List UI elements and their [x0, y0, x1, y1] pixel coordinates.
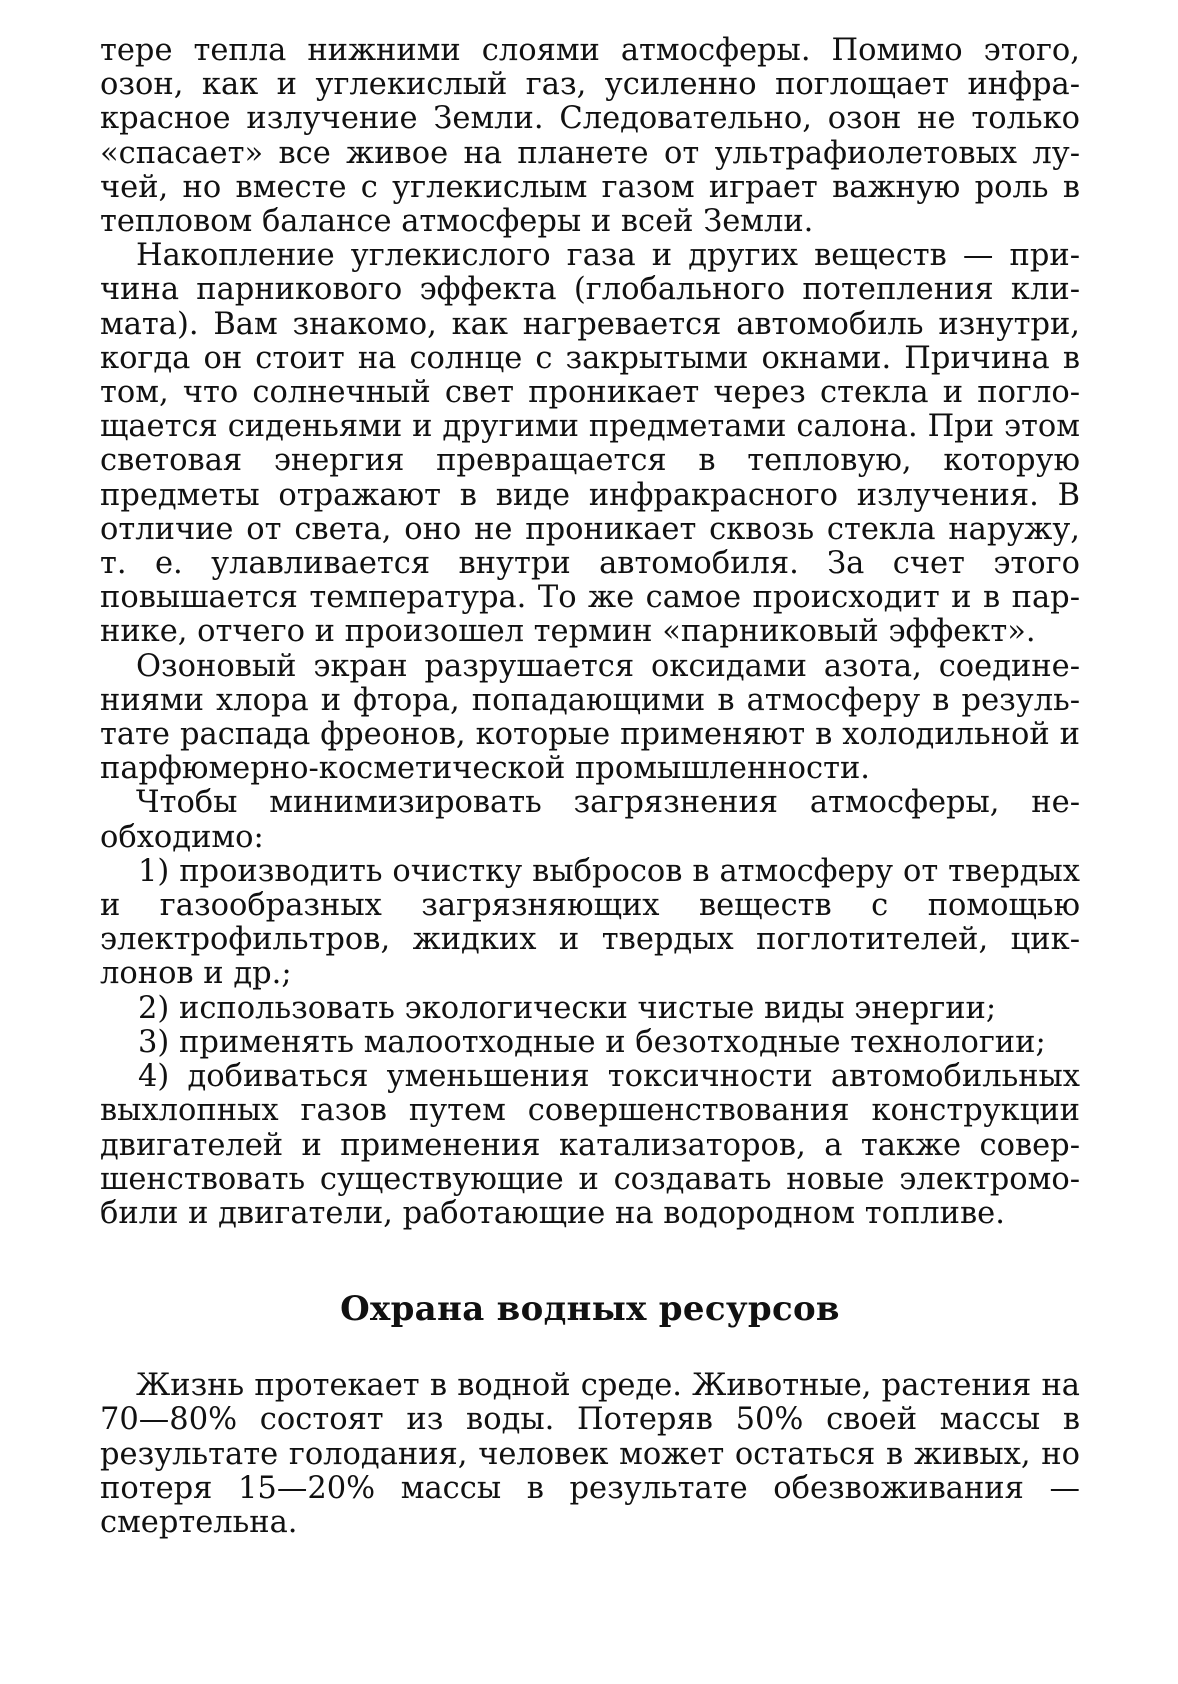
paragraph-measures-intro: Чтобы минимизировать загрязнения атмосферы, необходимо: — [100, 785, 1080, 855]
paragraph-water-intro: Жизнь протекает в водной среде. Животные, растения на 70—80% состоят из воды. Потеряв 50% своей массы в результате голодания, человек может остаться в живых, но потеря 15—20% массы в результате обезвоживания — смертельна. — [100, 1368, 1080, 1540]
paragraph-ozone-destruction: Озоновый экран разрушается оксидами азота, соединениями хлора и фтора, попадающими в атмосферу в результате распада фреонов, которые применяют в холодильной и парфюмерно-косметической промышленности. — [100, 648, 1080, 787]
list-item: 2) использовать экологически чистые виды энергии; — [138, 990, 997, 1026]
list-item: 4) добиваться уменьшения токсичности автомобильных выхлопных газов путем совершенствования конструкции двигателей и применения катализаторов, а также совершенствовать существующие и создавать новые электромобили и двигатели, работающие на водородном топливе. — [100, 1059, 1080, 1231]
section-title: Охрана водных ресурсов — [340, 1289, 840, 1330]
list-item: 3) применять малоотходные и безотходные технологии; — [138, 1024, 1046, 1060]
document-page — [100, 34, 1080, 1540]
paragraph-greenhouse-effect: Накопление углекислого газа и других веществ — причина парникового эффекта (глобального потепления климата). Вам знакомо, как нагревается автомобиль изнутри, когда он стоит на солнце с закрытыми окнами. Причина в том, что солнечный свет проникает через стекла и поглощается сиденьями и другими предметами салона. При этом световая энергия превращается в тепловую, которую предметы отражают в виде инфракрасного излучения. В отличие от света, оно не проникает сквозь стекла наружу, т. е. улавливается внутри автомобиля. За счет этого повышается температура. То же самое происходит и в парнике, отчего и произошел термин «парниковый эффект». — [100, 238, 1080, 650]
measures-list — [100, 855, 1080, 1231]
list-item: 1) производить очистку выбросов в атмосферу от твердых и газообразных загрязняющих веществ с помощью электрофильтров, жидких и твердых поглотителей, циклонов и др.; — [100, 853, 1080, 992]
paragraph-ozone-continuation: тере тепла нижними слоями атмосферы. Помимо этого, озон, как и углекислый газ, усиленно поглощает инфракрасное излучение Земли. Следовательно, озон не только «спасает» все живое на планете от ультрафиолетовых лучей, но вместе с углекислым газом играет важную роль в тепловом балансе атмосферы и всей Земли. — [100, 33, 1080, 240]
